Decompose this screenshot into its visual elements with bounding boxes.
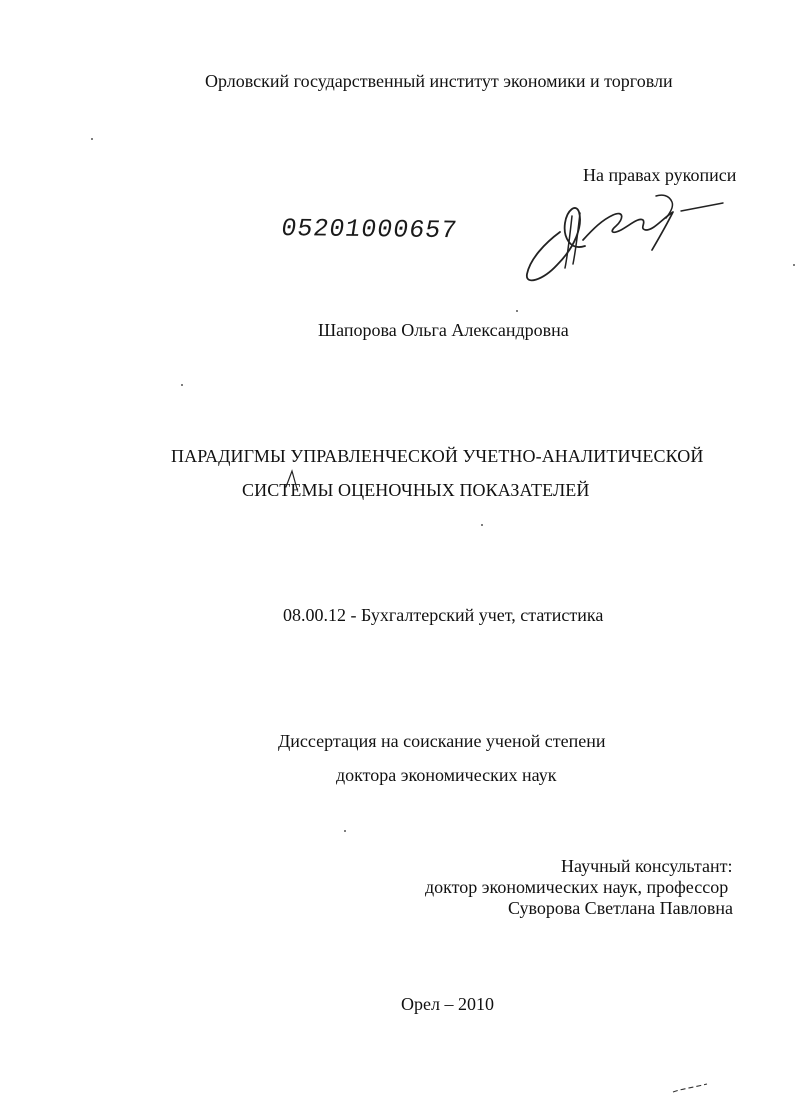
dissertation-degree-line-2: доктора экономических наук <box>336 765 557 785</box>
advisor-name: Суворова Светлана Павловна <box>508 898 733 918</box>
scan-speck <box>793 264 795 266</box>
scan-speck <box>344 830 346 832</box>
scan-speck <box>91 138 93 140</box>
scan-speck <box>481 524 483 526</box>
scan-speck <box>516 310 518 312</box>
scan-mark <box>672 1082 710 1094</box>
advisor-label: Научный консультант: <box>561 856 733 876</box>
dissertation-title-line-2: СИСТЕМЫ ОЦЕНОЧНЫХ ПОКАЗАТЕЛЕЙ <box>242 480 590 500</box>
rights-note: На правах рукописи <box>583 165 737 185</box>
dissertation-title-line-1: ПАРАДИГМЫ УПРАВЛЕНЧЕСКОЙ УЧЕТНО-АНАЛИТИЧЕСКОЙ <box>171 446 704 466</box>
handwritten-signature <box>520 188 725 288</box>
specialty-code: 08.00.12 - Бухгалтерский учет, статистика <box>283 605 604 625</box>
dissertation-degree-line-1: Диссертация на соискание ученой степени <box>278 731 606 751</box>
city-and-year: Орел – 2010 <box>401 994 494 1014</box>
handwritten-correction-mark <box>284 469 314 491</box>
advisor-title: доктор экономических наук, профессор <box>425 877 729 897</box>
scan-speck <box>181 384 183 386</box>
institution-name: Орловский государственный институт экономики и торговли <box>205 71 673 91</box>
author-name: Шапорова Ольга Александровна <box>318 320 569 340</box>
registration-number-stamp: 05201000657 <box>279 214 460 246</box>
